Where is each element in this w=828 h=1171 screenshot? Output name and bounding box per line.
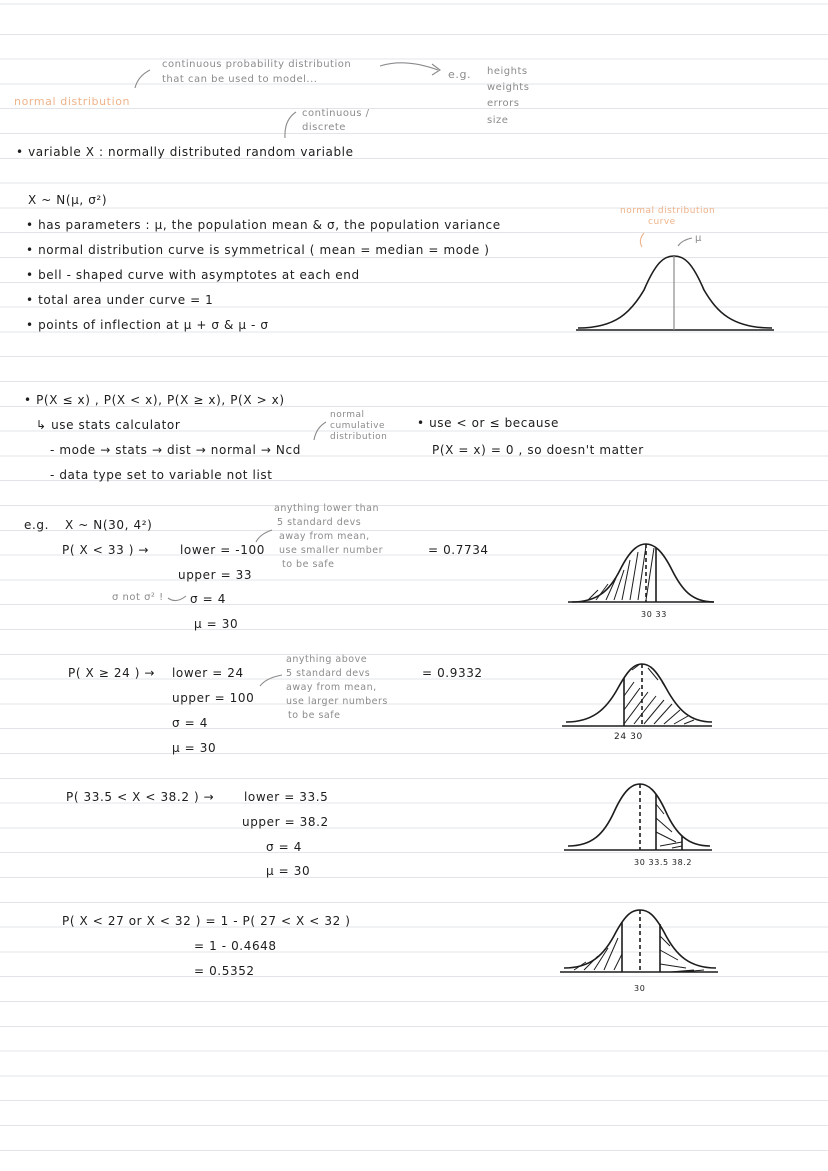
ex2-upper: upper = 100 — [172, 691, 255, 705]
param-bullet: • total area under curve = 1 — [26, 293, 214, 307]
ex1-mu: μ = 30 — [194, 617, 239, 631]
ex1-note: away from mean, — [279, 531, 370, 542]
ncd-note: cumulative — [330, 421, 386, 431]
example-label: e.g. — [24, 518, 50, 532]
ex2-axis: 24 30 — [614, 732, 643, 742]
mu-label: μ — [695, 233, 702, 244]
inequality-note-1: • use < or ≤ because — [417, 416, 559, 430]
ex2-result: = 0.9332 — [422, 666, 483, 680]
ex3-lower: lower = 33.5 — [244, 790, 329, 804]
ex3-mu: μ = 30 — [266, 864, 311, 878]
variable-line: • variable X : normally distributed random variable — [16, 145, 354, 159]
continuous-note: continuous / — [302, 108, 370, 119]
ex1-note: anything lower than — [274, 503, 380, 514]
use-calc-line: ↳ use stats calculator — [36, 418, 181, 432]
ex3-probability: P( 33.5 < X < 38.2 ) → — [66, 790, 215, 804]
ex4-line2: = 1 - 0.4648 — [194, 939, 277, 953]
ex1-note: use smaller number — [279, 545, 383, 556]
example-distribution: X ~ N(30, 4²) — [65, 518, 153, 532]
ex3-curve-diagram — [564, 780, 714, 854]
ex3-axis: 30 33.5 38.2 — [634, 858, 693, 867]
eg-item: heights — [487, 66, 528, 77]
ex2-note: anything above — [286, 654, 368, 665]
ex2-probability: P( X ≥ 24 ) → — [68, 666, 156, 680]
definition-line-2: that can be used to model... — [162, 74, 318, 85]
topic-title: normal distribution — [14, 95, 131, 108]
ex2-note: use larger numbers — [286, 696, 388, 707]
ex4-curve-diagram — [560, 906, 720, 976]
inequality-note-2: P(X = x) = 0 , so doesn't matter — [432, 443, 644, 457]
ex2-lower: lower = 24 — [172, 666, 244, 680]
eg-item: errors — [487, 98, 520, 109]
ex1-upper: upper = 33 — [178, 568, 253, 582]
param-bullet: • bell - shaped curve with asymptotes at each end — [26, 268, 360, 282]
eg-item: size — [487, 115, 509, 126]
param-bullet: • normal distribution curve is symmetrical ( mean = median = mode ) — [26, 243, 490, 257]
probabilities-line: • P(X ≤ x) , P(X < x), P(X ≥ x), P(X > x) — [24, 393, 285, 407]
curve-label-1: normal distribution — [620, 206, 716, 216]
ex2-curve-diagram — [562, 660, 716, 730]
ex3-upper: upper = 38.2 — [242, 815, 329, 829]
curve-label-2: curve — [648, 217, 676, 227]
ex2-mu: μ = 30 — [172, 741, 217, 755]
mode-path-line: - mode → stats → dist → normal → Ncd — [50, 443, 301, 457]
ex1-note: 5 standard devs — [277, 517, 362, 528]
eg-item: weights — [487, 82, 530, 93]
definition-line-1: continuous probability distribution — [162, 59, 352, 70]
ex3-sigma: σ = 4 — [266, 840, 302, 854]
ex1-lower: lower = -100 — [180, 543, 265, 557]
param-bullet: • has parameters : μ, the population mean & σ, the population variance — [26, 218, 501, 232]
data-type-line: - data type set to variable not list — [50, 468, 273, 482]
ncd-note: normal — [330, 410, 365, 420]
ex1-result: = 0.7734 — [428, 543, 489, 557]
ex2-note: 5 standard devs — [286, 668, 371, 679]
ex4-line1: P( X < 27 or X < 32 ) = 1 - P( 27 < X < 32 ) — [62, 914, 351, 928]
ex4-axis: 30 — [634, 984, 646, 993]
discrete-note: discrete — [302, 122, 346, 133]
ex2-sigma: σ = 4 — [172, 716, 208, 730]
ex2-note: to be safe — [288, 710, 341, 721]
ex1-axis: 30 33 — [641, 610, 667, 619]
ex1-probability: P( X < 33 ) → — [62, 543, 150, 557]
ex4-line3: = 0.5352 — [194, 964, 255, 978]
eg-label: e.g. — [448, 68, 472, 81]
param-bullet: • points of inflection at μ + σ & μ - σ — [26, 318, 269, 332]
ex1-sigma: σ = 4 — [190, 592, 226, 606]
ex1-note: to be safe — [282, 559, 335, 570]
ncd-note: distribution — [330, 432, 388, 442]
notation: X ~ N(μ, σ²) — [28, 193, 108, 207]
sigma-note: σ not σ² ! — [112, 592, 164, 603]
ex2-note: away from mean, — [286, 682, 377, 693]
